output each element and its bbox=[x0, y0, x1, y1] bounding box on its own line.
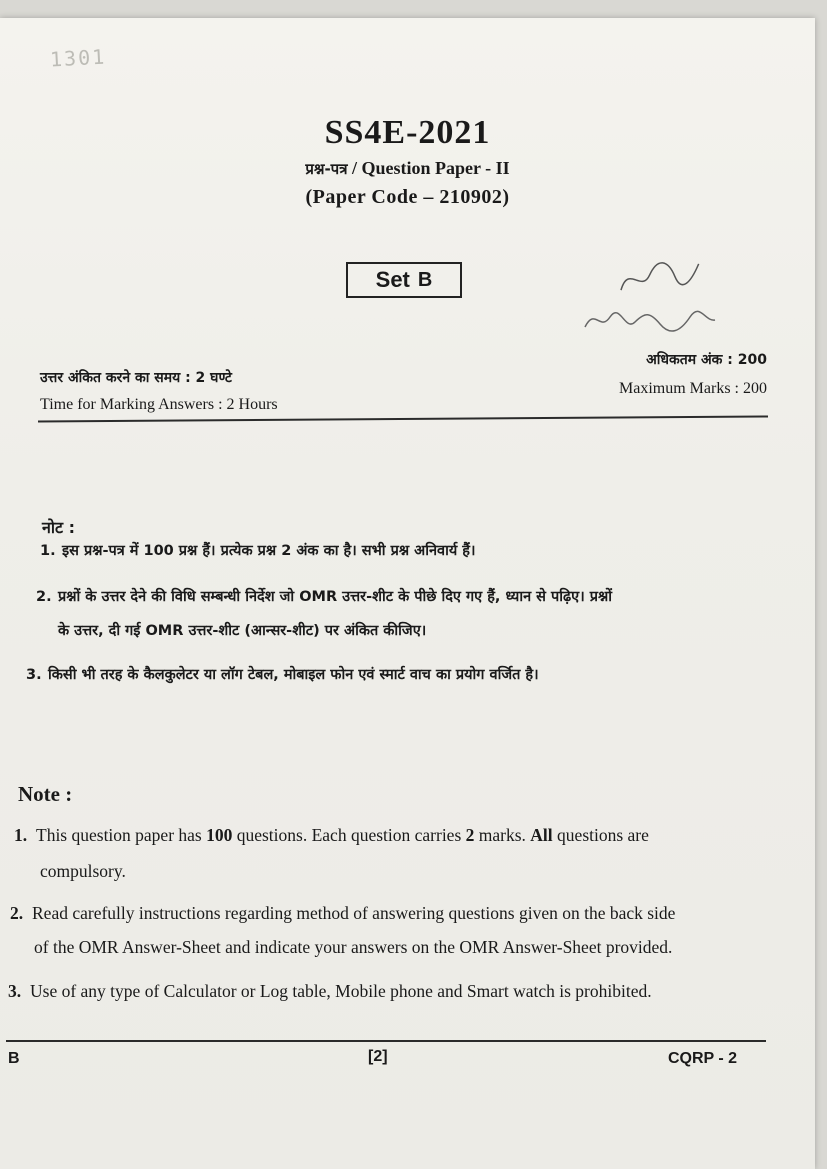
header-divider bbox=[38, 415, 768, 422]
item-number: 1. bbox=[14, 825, 28, 845]
note-english-item bbox=[10, 896, 790, 930]
question-paper-page bbox=[0, 18, 815, 1169]
signature-mark-2 bbox=[580, 302, 720, 346]
item-text: questions are bbox=[552, 825, 649, 845]
item-text: इस प्रश्न-पत्र में 100 प्रश्न हैं। प्रत्येक प्रश्न 2 अंक का है। सभी प्रश्न अनिवार्य हैं। bbox=[62, 543, 476, 559]
set-box bbox=[346, 262, 462, 298]
item-text: Use of any type of Calculator or Log table, Mobile phone and Smart watch is prohibited. bbox=[30, 981, 652, 1001]
time-hindi: उत्तर अंकित करने का समय : 2 घण्टे bbox=[40, 370, 232, 386]
item-text: questions. Each question carries bbox=[232, 825, 466, 845]
note-hindi-heading: नोट : bbox=[42, 518, 76, 537]
item-number: 1. bbox=[40, 543, 56, 559]
footer-code: CQRP - 2 bbox=[668, 1050, 738, 1067]
exam-title: SS4E-2021 bbox=[324, 114, 491, 151]
item-bold: All bbox=[530, 825, 553, 845]
note-english-heading: Note : bbox=[18, 782, 73, 806]
set-label: Set bbox=[375, 267, 410, 292]
note-english-item-cont: of the OMR Answer-Sheet and indicate your answers on the OMR Answer-Sheet provided. bbox=[34, 937, 673, 957]
subtitle-separator: / bbox=[351, 158, 357, 178]
item-bold: 2 bbox=[465, 825, 475, 845]
note-hindi-item-cont: के उत्तर, दी गई OMR उत्तर-शीट (आन्सर-शीट) पर अंकित कीजिए। bbox=[58, 623, 427, 639]
note-english-item bbox=[8, 974, 788, 1008]
item-text: Read carefully instructions regarding method of answering questions given on the back side bbox=[32, 903, 676, 923]
item-number: 3. bbox=[26, 667, 42, 683]
item-text: marks. bbox=[474, 825, 531, 845]
note-hindi-item bbox=[40, 534, 780, 568]
footer-page-number: [2] bbox=[368, 1048, 388, 1065]
subtitle-english: Question Paper - II bbox=[361, 158, 510, 178]
paper-subtitle bbox=[0, 158, 815, 179]
item-text: This question paper has bbox=[36, 825, 207, 845]
subtitle-hindi: प्रश्न-पत्र bbox=[305, 160, 348, 178]
item-number: 2. bbox=[36, 589, 52, 605]
signature-mark bbox=[613, 251, 707, 305]
marks-english: Maximum Marks : 200 bbox=[619, 380, 767, 397]
time-english: Time for Marking Answers : 2 Hours bbox=[40, 396, 278, 413]
footer-set: B bbox=[8, 1050, 20, 1067]
item-bold: 100 bbox=[206, 825, 233, 845]
footer-divider bbox=[6, 1040, 766, 1042]
stamp-number: 1301 bbox=[49, 44, 107, 72]
item-number: 2. bbox=[10, 903, 24, 923]
item-text: किसी भी तरह के कैलकुलेटर या लॉग टेबल, मोबाइल फोन एवं स्मार्ट वाच का प्रयोग वर्जित है। bbox=[48, 667, 539, 683]
note-english-item bbox=[14, 818, 774, 852]
item-number: 3. bbox=[8, 981, 22, 1001]
set-value: B bbox=[417, 268, 433, 291]
paper-code: (Paper Code – 210902) bbox=[305, 186, 510, 208]
note-hindi-item bbox=[36, 580, 786, 614]
note-english-item-cont: compulsory. bbox=[40, 861, 126, 881]
note-hindi-item bbox=[26, 658, 786, 692]
marks-hindi: अधिकतम अंक : 200 bbox=[646, 352, 767, 368]
item-text: प्रश्नों के उत्तर देने की विधि सम्बन्धी निर्देश जो OMR उत्तर-शीट के पीछे दिए गए हैं, ध्यान से पढ़िए। प्रश्नों bbox=[58, 589, 612, 605]
